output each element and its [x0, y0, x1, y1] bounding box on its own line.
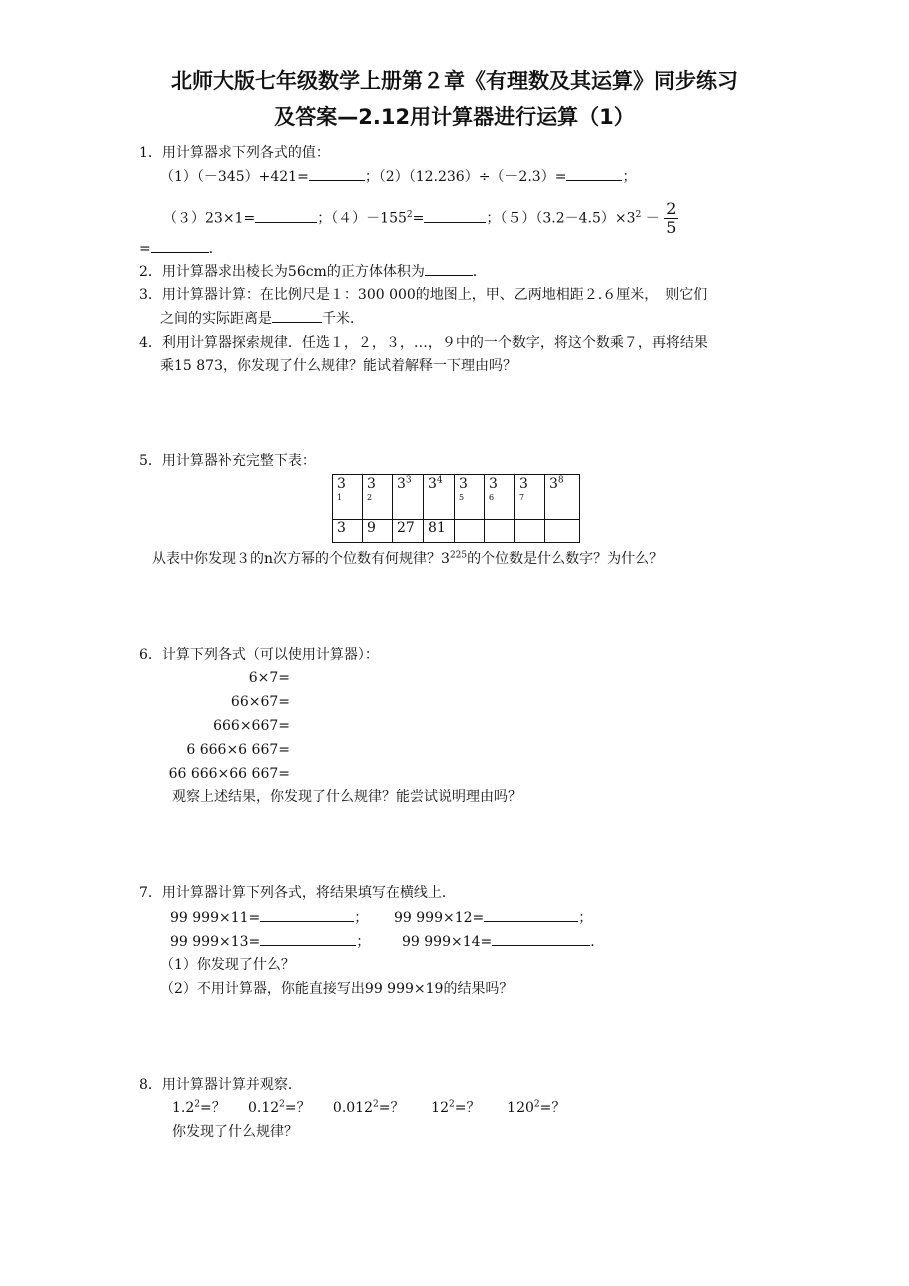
q3-line2: [160, 308, 364, 329]
q1-part3: （３）23×1=: [163, 210, 256, 227]
q7-dot: ．: [590, 934, 605, 950]
q4-line2: 乘15 873，你发现了什么规律？能试着解释一下理由吗？: [160, 358, 517, 374]
q2-end: ．: [472, 264, 487, 280]
page-title-line1: 北师大版七年级数学上册第２章《有理数及其运算》同步练习: [171, 69, 738, 93]
q6-question: 观察上述结果，你发现了什么规律？能尝试说明理由吗？: [172, 789, 522, 805]
q6-row-4: 6 666×6 667=: [186, 742, 290, 758]
value-cell-8[interactable]: [545, 520, 580, 543]
q8-items: [172, 1098, 565, 1118]
q6-stem: 6．计算下列各式（可以使用计算器）：: [139, 647, 379, 663]
q7-semi-1: ；: [354, 910, 369, 926]
q6-row-3: 666×667=: [213, 718, 290, 734]
power-cell-4: $3^4$: [424, 475, 455, 520]
power-table-header-row: [333, 475, 580, 520]
q6-row-2: 66×67=: [230, 694, 290, 710]
q1-minus: －: [645, 210, 660, 227]
q6-row-5: 66 666×66 667=: [168, 766, 290, 782]
q1-eq: =: [412, 210, 425, 227]
power-cell-7: 3 7: [515, 475, 545, 520]
q7-blank-3[interactable]: [260, 931, 356, 946]
power-cell-5: 3 5: [455, 475, 485, 520]
q7-sub2: （2）不用计算器，你能直接写出99 999×19的结果吗？: [160, 981, 514, 997]
q7-expr-1: 99 999×11=: [170, 910, 261, 926]
fraction-denominator: 5: [666, 218, 677, 237]
q8-item-5: $120^2=$？: [507, 1099, 566, 1116]
q7-blank-4[interactable]: [492, 931, 590, 946]
q1-semicolon: ；: [622, 169, 637, 185]
q7-stem: 7．用计算器计算下列各式，将结果填写在横线上．: [139, 885, 456, 901]
power-cell-1: 3 1: [333, 475, 363, 520]
q2-blank[interactable]: [425, 261, 473, 276]
q1-part2: ；（2）（12.236）÷（－2.3）=: [364, 169, 567, 185]
fraction-numerator: 2: [666, 199, 677, 218]
value-cell-2: 9: [363, 520, 393, 543]
q1-stem: 1．用计算器求下列各式的值：: [139, 145, 330, 161]
q7-sub1: （1）你发现了什么？: [160, 957, 295, 973]
q8-stem: 8．用计算器计算并观察．: [139, 1077, 302, 1093]
q3-unit: 千米．: [322, 311, 364, 327]
power-cell-3: $3^3$: [393, 475, 424, 520]
q1-dot: ．: [208, 241, 223, 257]
q1-blank2[interactable]: [566, 166, 622, 181]
q2-text: 2．用计算器求出棱长为56cm的正方体体积为: [139, 264, 425, 280]
power-table-value-row: [333, 520, 580, 543]
q8-item-1: $1.2^2=$？: [172, 1099, 226, 1116]
q7-line1b: [394, 907, 592, 928]
q3-line1: 3．用计算器计算：在比例尺是１：300 000的地图上，甲、乙两地相距２.６厘米， 则它们: [139, 287, 708, 303]
q5-question-b: 的个位数是什么数字？为什么？: [467, 551, 664, 567]
q3-blank[interactable]: [272, 308, 322, 323]
value-cell-5[interactable]: [455, 520, 485, 543]
value-cell-1: 3: [333, 520, 363, 543]
q1-blank3[interactable]: [255, 208, 317, 223]
q1-line1: [160, 166, 636, 187]
q1-exp: 2: [406, 209, 413, 220]
q7-semi-3: ；: [356, 934, 371, 950]
q7-semi-2: ；: [578, 910, 593, 926]
power-cell-2: 3 2: [363, 475, 393, 520]
value-cell-7[interactable]: [515, 520, 545, 543]
q7-expr-3: 99 999×13=: [170, 934, 261, 950]
q7-line2b: [402, 931, 604, 952]
q1-part1: （1）（－345）+421=: [160, 169, 309, 185]
q8-item-4: $12^2=$？: [431, 1099, 481, 1116]
q6-row-1: 6×7=: [248, 670, 290, 686]
q7-blank-1[interactable]: [260, 907, 354, 922]
q1-blank5[interactable]: [151, 238, 209, 253]
q1-blank1[interactable]: [309, 166, 365, 181]
power-cell-6: 3 6: [485, 475, 515, 520]
q5-question-a: 从表中你发现３的n次方幂的个位数有何规律？3: [152, 551, 450, 567]
q1-part4: ；（４）－155: [317, 210, 407, 227]
power-table: [332, 474, 580, 543]
power-cell-8: $3^8$: [545, 475, 580, 520]
q8-item-2: $0.12^2=$？: [248, 1099, 311, 1116]
value-cell-3: 27: [393, 520, 424, 543]
q1-part5: ；（５）（3.2－4.5）×3: [486, 210, 636, 227]
q8-item-3: $0.012^2=$？: [332, 1099, 405, 1116]
q1-line3: [139, 238, 223, 259]
q7-expr-4: 99 999×14=: [402, 934, 493, 950]
q5-question-exp: 225: [449, 550, 468, 561]
q5-stem: 5．用计算器补充完整下表：: [139, 453, 316, 469]
q5-question: [152, 549, 663, 569]
value-cell-6[interactable]: [485, 520, 515, 543]
q7-blank-2[interactable]: [484, 907, 578, 922]
q1-blank4[interactable]: [424, 208, 486, 223]
q3-text: 之间的实际距离是: [160, 311, 272, 327]
page-title-line2: 及答案—2.12用计算器进行运算（1）: [274, 105, 635, 129]
q4-line1: 4．利用计算器探索规律．任选１，２，３，…，９中的一个数字，将这个数乘７，再将结果: [139, 335, 708, 351]
q2: [139, 261, 487, 282]
value-cell-4: 81: [424, 520, 455, 543]
q1-exp2: 2: [635, 209, 642, 220]
q7-expr-2: 99 999×12=: [394, 910, 485, 926]
q8-question: 你发现了什么规律？: [172, 1124, 298, 1140]
q1-fraction: [664, 200, 678, 237]
q1-eq2: =: [139, 241, 151, 257]
q1-line2: [163, 200, 678, 237]
q7-line1: [170, 907, 368, 928]
q7-line2: [170, 931, 370, 952]
